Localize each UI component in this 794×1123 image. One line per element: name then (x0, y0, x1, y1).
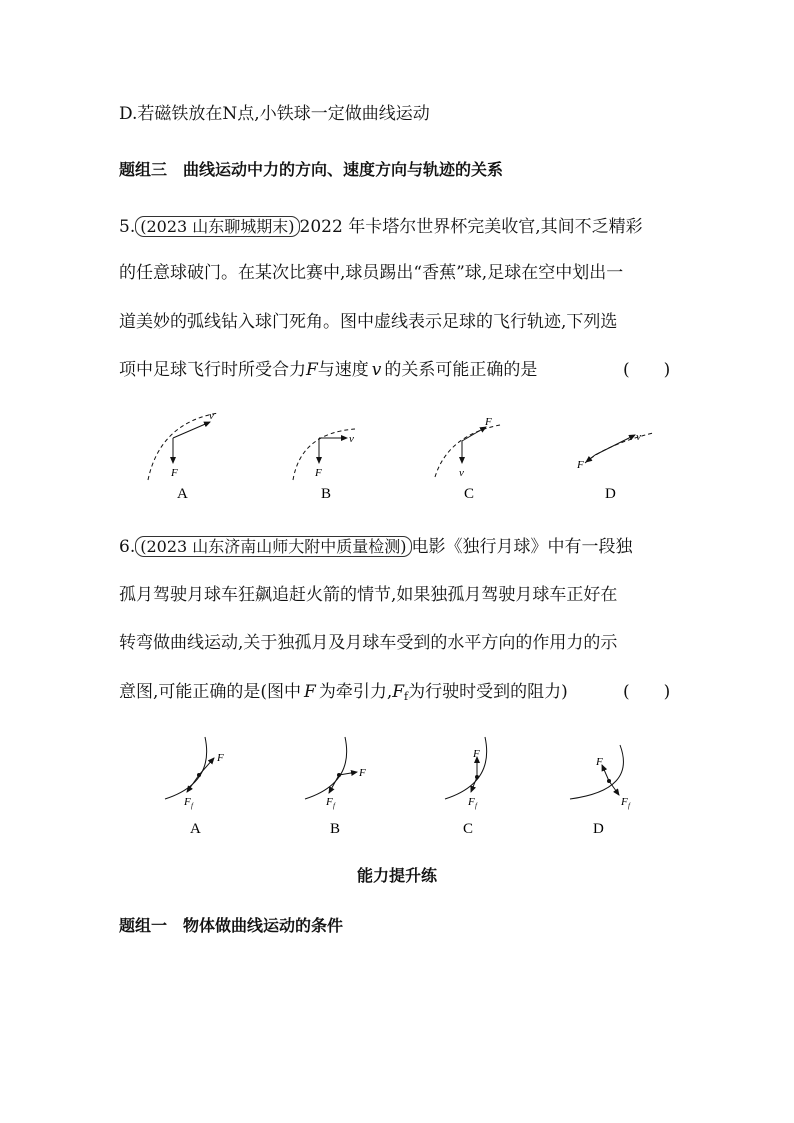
f-subscript: f (333, 802, 335, 810)
option-letter: D (605, 486, 616, 502)
f-subscript: f (628, 802, 630, 810)
traction-arrow (602, 765, 609, 781)
q5-figure-a (140, 405, 235, 505)
q6-figure-d (565, 735, 655, 840)
force-arrow (586, 455, 595, 462)
q5-figure-b (285, 405, 380, 505)
option-letter: B (321, 486, 332, 502)
q5-source: (2023 山东聊城期末) (135, 216, 299, 237)
q5-text-4b: 与速度 (317, 360, 369, 380)
q6-number: 6. (119, 537, 136, 557)
Ff-label: F (184, 796, 191, 808)
q5-text-1: 2022 年卡塔尔世界杯完美收官,其间不乏精彩 (299, 217, 643, 237)
F-label: F (315, 467, 322, 479)
Ff-label: F (621, 796, 628, 808)
q6-line1 (119, 535, 633, 559)
q6-figure-a (160, 735, 250, 840)
v-label: v (636, 431, 641, 443)
resistance-arrow (329, 775, 339, 793)
F-label: F (217, 752, 224, 764)
traction-arrow (199, 758, 214, 775)
F-label: F (577, 459, 584, 471)
q5-symbol-F: F (306, 360, 318, 380)
q6-figure-c (440, 735, 530, 840)
v-label: v (209, 410, 214, 422)
option-letter: D (593, 821, 604, 837)
q6-text-4c: 为行驶时受到的阻力) (408, 682, 568, 702)
q6-text-1: 电影《独行月球》中有一段独 (411, 537, 633, 557)
trajectory-curve (293, 429, 355, 480)
q6-symbol-F: F (304, 682, 316, 702)
q5-line3: 道美妙的弧线钻入球门死角。图中虚线表示足球的飞行轨迹,下列选 (119, 312, 618, 332)
q6-figure-b (300, 735, 390, 840)
force-arrow (462, 427, 486, 441)
q6-answer-bracket: ( ) (623, 682, 671, 702)
q6-source: (2023 山东济南山师大附中质量检测) (135, 536, 411, 557)
curve-path (165, 737, 207, 799)
F-label: F (359, 767, 366, 779)
curve-path (305, 737, 347, 799)
q5-text-4c: 的关系可能正确的是 (384, 360, 538, 380)
q4-option-d (119, 102, 430, 126)
q5-line1 (119, 215, 643, 239)
q5-figure-c (430, 405, 525, 505)
trajectory-curve (585, 433, 653, 463)
option-letter: A (190, 821, 201, 837)
q6-line2: 孤月驾驶月球车狂飙追赶火箭的情节,如果独孤月驾驶月球车正好在 (119, 585, 618, 605)
F-label: F (596, 756, 603, 768)
option-letter: C (463, 821, 474, 837)
trajectory-curve (435, 425, 500, 477)
velocity-arrow (595, 435, 635, 455)
v-label: v (349, 433, 354, 445)
resistance-arrow (187, 775, 199, 792)
curve-path (445, 737, 487, 799)
group1-title: 题组一 物体做曲线运动的条件 (119, 916, 344, 935)
group3-title: 题组三 曲线运动中力的方向、速度方向与轨迹的关系 (119, 160, 504, 179)
v-label: v (459, 467, 464, 479)
option-letter: A (177, 486, 188, 502)
section-title: 能力提升练 (356, 866, 437, 885)
q5-symbol-v: v (371, 360, 382, 380)
q6-symbol-Ff: F (392, 682, 405, 702)
q4-option-d-text: D.若磁铁放在N点,小铁球一定做曲线运动 (119, 104, 430, 124)
F-label: F (171, 467, 178, 479)
F-label: F (473, 748, 480, 760)
f-subscript: f (191, 802, 193, 810)
f-subscript: f (475, 802, 477, 810)
q6-text-4b: 为牵引力, (318, 682, 393, 702)
Ff-label: F (326, 796, 333, 808)
F-label: F (485, 416, 492, 428)
q6-text-4a: 意图,可能正确的是(图中 (119, 682, 302, 702)
q6-symbol-f-sub: f (404, 690, 409, 703)
q6-line4 (119, 680, 671, 709)
q5-answer-bracket: ( ) (623, 360, 671, 380)
curve-path (570, 745, 623, 799)
velocity-arrow (173, 422, 210, 438)
option-letter: B (330, 821, 341, 837)
q5-text-4a: 项中足球飞行时所受合力 (119, 360, 306, 380)
q5-line4 (119, 358, 671, 382)
q6-line3: 转弯做曲线运动,关于独孤月及月球车受到的水平方向的作用力的示 (119, 633, 618, 653)
q5-number: 5. (119, 217, 136, 237)
q5-line2: 的任意球破门。在某次比赛中,球员踢出“香蕉”球,足球在空中划出一 (119, 263, 624, 283)
Ff-label: F (468, 796, 475, 808)
option-letter: C (464, 486, 475, 502)
q5-figure-d (575, 405, 670, 505)
